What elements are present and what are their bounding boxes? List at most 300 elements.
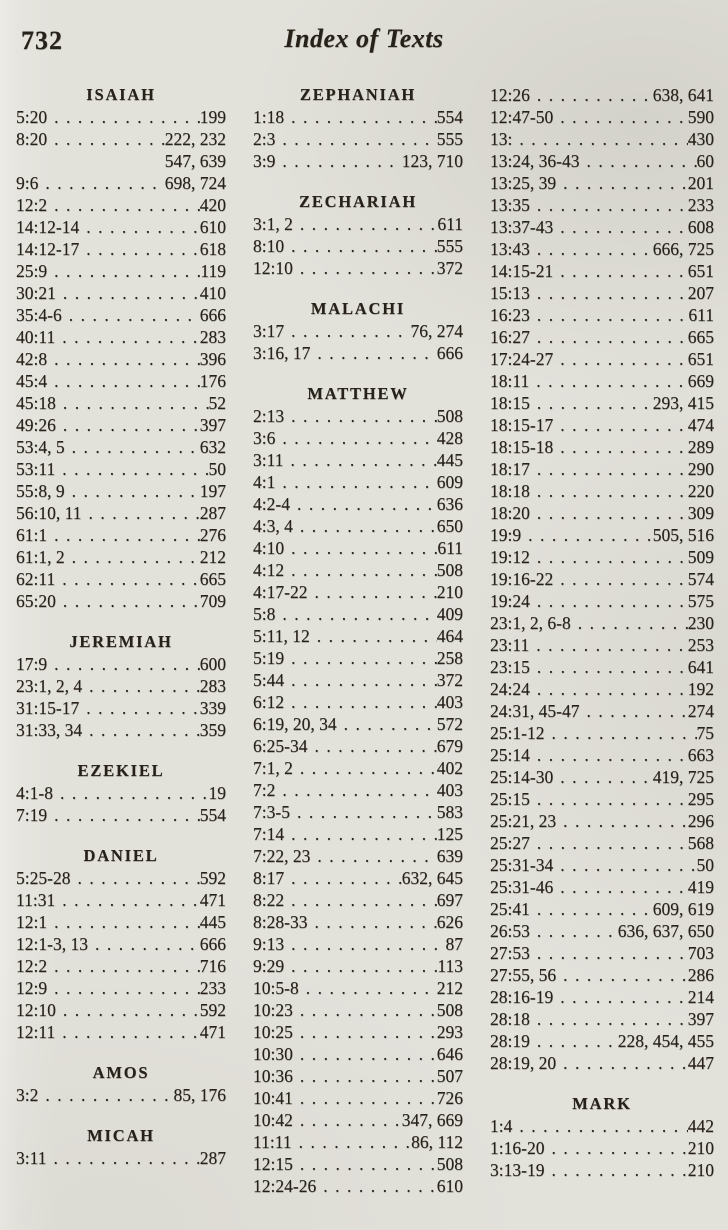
- dot-leader: [512, 1115, 687, 1137]
- dot-leader: [284, 867, 402, 889]
- page-refs: 402: [436, 758, 463, 778]
- dot-leader: [70, 867, 199, 889]
- page-refs: 590: [687, 107, 714, 127]
- verse-ref: 30:21: [16, 283, 56, 303]
- index-entry: [253, 106, 463, 128]
- verse-ref: 9:6: [16, 173, 39, 193]
- index-entry: [490, 854, 714, 876]
- dot-leader: [553, 414, 688, 436]
- page-refs: 626: [436, 912, 463, 932]
- page-refs: 289: [687, 437, 714, 457]
- dot-leader: [47, 955, 200, 977]
- index-entry: [253, 625, 463, 647]
- dot-leader: [293, 1021, 437, 1043]
- dot-leader: [544, 1137, 687, 1159]
- book-heading: MALACHI: [310, 299, 406, 318]
- index-entry: [490, 876, 714, 898]
- page-refs: 679: [436, 736, 463, 756]
- dot-leader: [530, 590, 688, 612]
- verse-ref: 10:23: [253, 1000, 293, 1020]
- page-refs: 669: [687, 371, 714, 391]
- verse-ref: 7:19: [16, 805, 48, 825]
- verse-ref: 3:17: [253, 321, 285, 341]
- dot-leader: [553, 568, 688, 590]
- page-refs: 574: [687, 569, 714, 589]
- page-refs: 555: [436, 236, 463, 256]
- verse-ref: 8:22: [253, 890, 285, 910]
- page-refs: 632, 645: [401, 868, 463, 888]
- page-refs: 471: [199, 1022, 226, 1042]
- dot-leader: [556, 172, 688, 194]
- dot-leader: [275, 150, 401, 172]
- verse-ref: 3:13-19: [490, 1160, 545, 1180]
- index-entry: [16, 804, 226, 826]
- index-entry: [253, 235, 463, 257]
- verse-ref: 3:2: [16, 1085, 39, 1105]
- index-entry: [253, 537, 463, 559]
- page-refs: 639: [436, 846, 463, 866]
- page-refs: 409: [436, 604, 463, 624]
- index-entry: [490, 942, 714, 964]
- index-entry: [490, 1052, 714, 1074]
- verse-ref: 5:8: [253, 604, 276, 624]
- dot-leader: [275, 427, 436, 449]
- page-refs: 372: [436, 670, 463, 690]
- index-entry: [253, 128, 463, 150]
- page-refs: 650: [436, 516, 463, 536]
- page-refs: 651: [687, 349, 714, 369]
- verse-ref: 4:12: [253, 560, 285, 580]
- verse-ref: 25:14-30: [490, 767, 554, 787]
- index-entry: [16, 782, 226, 804]
- verse-ref: 12:2: [16, 195, 48, 215]
- verse-ref: 5:20: [16, 107, 48, 127]
- page-refs: 428: [436, 428, 463, 448]
- dot-leader: [290, 493, 437, 515]
- verse-ref: 7:3-5: [253, 802, 290, 822]
- page-refs: 600: [199, 654, 226, 674]
- index-entry: [16, 675, 226, 697]
- dot-leader: [530, 1008, 688, 1030]
- index-entry: [16, 128, 226, 150]
- dot-leader: [307, 911, 436, 933]
- verse-ref: 10:41: [253, 1088, 293, 1108]
- page-refs: 464: [436, 626, 463, 646]
- dot-leader: [55, 458, 208, 480]
- index-entry: [16, 697, 226, 719]
- index-entry: [253, 911, 463, 933]
- page-refs: 608: [687, 217, 714, 237]
- page-refs: 632: [199, 437, 226, 457]
- index-entry: [16, 889, 226, 911]
- dot-leader: [310, 845, 436, 867]
- page-refs: 403: [436, 780, 463, 800]
- page-refs: 636: [436, 494, 463, 514]
- dot-leader: [553, 260, 688, 282]
- verse-ref: 12:47-50: [490, 107, 554, 127]
- dot-leader: [38, 1084, 173, 1106]
- verse-ref: 5:19: [253, 648, 285, 668]
- dot-leader: [530, 84, 653, 106]
- verse-ref: 42:8: [16, 349, 48, 369]
- index-entry: [490, 590, 714, 612]
- verse-ref: 7:22, 23: [253, 846, 311, 866]
- page-refs: 339: [199, 698, 226, 718]
- index-entry: [253, 845, 463, 867]
- index-entry: [490, 1030, 714, 1052]
- dot-leader: [284, 691, 437, 713]
- verse-ref: 9:29: [253, 956, 285, 976]
- page-refs: 119: [200, 261, 226, 281]
- verse-ref: 7:1, 2: [253, 758, 293, 778]
- page-header: [0, 24, 728, 56]
- verse-ref: 12:15: [253, 1154, 293, 1174]
- verse-ref: 61:1, 2: [16, 547, 65, 567]
- verse-ref: 5:11, 12: [253, 626, 310, 646]
- page-refs: 192: [687, 679, 714, 699]
- dot-leader: [530, 1030, 618, 1052]
- dot-leader: [275, 471, 436, 493]
- index-entry: [490, 128, 714, 150]
- index-entry: [16, 867, 226, 889]
- index-entry: [490, 150, 714, 172]
- verse-ref: 25:9: [16, 261, 48, 281]
- dot-leader: [553, 986, 688, 1008]
- dot-leader: [530, 282, 688, 304]
- page-refs: 665: [199, 569, 226, 589]
- index-entry: [490, 458, 714, 480]
- verse-ref: 12:2: [16, 956, 48, 976]
- index-entry: [490, 502, 714, 524]
- index-entry: [253, 801, 463, 823]
- index-entry: [253, 1087, 463, 1109]
- dot-leader: [553, 216, 688, 238]
- index-entry: [253, 342, 463, 364]
- verse-ref: 8:28-33: [253, 912, 308, 932]
- index-entry: [253, 1153, 463, 1175]
- dot-leader: [284, 647, 437, 669]
- book-heading: ZEPHANIAH: [299, 85, 417, 104]
- index-entry: [253, 1131, 463, 1153]
- dot-leader: [47, 106, 200, 128]
- verse-ref: 13:24, 36-43: [490, 151, 580, 171]
- verse-ref: 12:11: [16, 1022, 56, 1042]
- dot-leader: [293, 1109, 402, 1131]
- index-entry: [16, 502, 226, 524]
- dot-leader: [310, 625, 437, 647]
- dot-leader: [47, 804, 200, 826]
- index-entry: [490, 414, 714, 436]
- page-refs: 663: [687, 745, 714, 765]
- verse-ref: 1:18: [253, 107, 285, 127]
- index-entry: [253, 647, 463, 669]
- page-refs: 666: [199, 934, 226, 954]
- page-refs: 19: [208, 783, 226, 803]
- index-entry: [16, 524, 226, 546]
- page-refs: 113: [437, 956, 463, 976]
- index-entry: [253, 999, 463, 1021]
- dot-leader: [530, 942, 688, 964]
- index-entry: [490, 480, 714, 502]
- dot-leader: [56, 282, 200, 304]
- dot-leader: [293, 1043, 437, 1065]
- index-column-1: [16, 84, 226, 1197]
- page-refs: 641: [687, 657, 714, 677]
- verse-ref: 16:23: [490, 305, 530, 325]
- page-refs: 210: [687, 1138, 714, 1158]
- index-entry: [490, 282, 714, 304]
- page-refs: 419: [687, 877, 714, 897]
- dot-leader: [553, 854, 696, 876]
- page-refs: 554: [436, 107, 463, 127]
- verse-ref: 17:24-27: [490, 349, 554, 369]
- page-refs: 222, 232: [164, 129, 226, 149]
- verse-ref: 3:6: [253, 428, 276, 448]
- verse-ref: 25:41: [490, 899, 530, 919]
- index-entry: [16, 392, 226, 414]
- page-refs: 60: [696, 151, 714, 171]
- verse-ref: 5:44: [253, 670, 285, 690]
- index-entry: [490, 700, 714, 722]
- verse-ref: 53:11: [16, 459, 56, 479]
- dot-leader: [79, 238, 200, 260]
- page-refs: 716: [199, 956, 226, 976]
- dot-leader: [530, 480, 688, 502]
- dot-leader: [284, 405, 437, 427]
- index-entry: [490, 678, 714, 700]
- dot-leader: [284, 823, 437, 845]
- verse-ref: 12:26: [490, 85, 530, 105]
- dot-leader: [79, 697, 200, 719]
- page-refs: 230: [687, 613, 714, 633]
- verse-ref: 25:31-46: [490, 877, 554, 897]
- page-refs: 214: [687, 987, 714, 1007]
- page-refs: 207: [687, 283, 714, 303]
- page-refs: 508: [436, 560, 463, 580]
- index-columns: [16, 84, 714, 1197]
- dot-leader: [275, 128, 436, 150]
- index-entry: [490, 898, 714, 920]
- page-refs: 276: [199, 525, 226, 545]
- page-refs: 293, 415: [652, 393, 714, 413]
- index-entry: [16, 194, 226, 216]
- verse-ref: 4:1: [253, 472, 276, 492]
- index-column-3: [490, 84, 714, 1197]
- verse-ref: 18:18: [490, 481, 530, 501]
- index-entry: [490, 216, 714, 238]
- dot-leader: [337, 713, 437, 735]
- page-refs: 610: [436, 1176, 463, 1196]
- dot-leader: [82, 675, 200, 697]
- dot-leader: [293, 257, 437, 279]
- page-title: Index of Texts: [284, 24, 444, 53]
- dot-leader: [530, 788, 688, 810]
- index-entry: [253, 559, 463, 581]
- page-refs: 210: [687, 1160, 714, 1180]
- page-refs: 611: [688, 305, 714, 325]
- verse-ref: 4:10: [253, 538, 285, 558]
- page-refs: 52: [208, 393, 226, 413]
- page-refs: 397: [687, 1009, 714, 1029]
- dot-leader: [55, 326, 200, 348]
- index-entry: [253, 735, 463, 757]
- index-entry: [16, 348, 226, 370]
- index-entry: [490, 832, 714, 854]
- dot-leader: [530, 458, 688, 480]
- verse-ref: 3:11: [16, 1148, 47, 1168]
- page-refs: 592: [199, 868, 226, 888]
- dot-leader: [556, 810, 688, 832]
- dot-leader: [530, 656, 688, 678]
- page-refs: 430: [687, 129, 714, 149]
- dot-leader: [293, 757, 437, 779]
- index-entry: [16, 326, 226, 348]
- index-entry: [16, 436, 226, 458]
- verse-ref: 53:4, 5: [16, 437, 65, 457]
- page-refs: 611: [437, 214, 463, 234]
- dot-leader: [53, 782, 209, 804]
- index-entry: [16, 106, 226, 128]
- book-section: [16, 845, 226, 1043]
- dot-leader: [530, 832, 688, 854]
- index-entry: [16, 911, 226, 933]
- page-refs: 507: [436, 1066, 463, 1086]
- verse-ref: 9:13: [253, 934, 285, 954]
- index-entry: [490, 964, 714, 986]
- verse-ref: 3:11: [253, 450, 284, 470]
- index-entry: [490, 238, 714, 260]
- verse-ref: 25:27: [490, 833, 530, 853]
- index-entry: [253, 405, 463, 427]
- index-entry: [16, 238, 226, 260]
- index-entry: [490, 392, 714, 414]
- page-refs: 359: [199, 720, 226, 740]
- verse-ref: 1:4: [490, 1116, 513, 1136]
- index-entry: [253, 257, 463, 279]
- page-refs: 638, 641: [652, 85, 714, 105]
- index-entry: [253, 449, 463, 471]
- index-entry: [490, 656, 714, 678]
- book-heading: MARK: [572, 1094, 632, 1113]
- dot-leader: [553, 348, 688, 370]
- dot-leader: [293, 999, 437, 1021]
- verse-ref: 6:19, 20, 34: [253, 714, 337, 734]
- book-section: [253, 84, 463, 172]
- page-refs: 233: [687, 195, 714, 215]
- page-refs: 86, 112: [411, 1132, 463, 1152]
- page-refs: 666: [436, 343, 463, 363]
- dot-leader: [47, 977, 200, 999]
- verse-ref: 28:19: [490, 1031, 530, 1051]
- page-refs: 666: [199, 305, 226, 325]
- dot-leader: [55, 568, 200, 590]
- dot-leader: [293, 515, 437, 537]
- index-entry: [490, 194, 714, 216]
- verse-ref: 24:31, 45-47: [490, 701, 580, 721]
- page-refs: 212: [436, 978, 463, 998]
- page-refs: 636, 637, 650: [617, 921, 714, 941]
- verse-ref: 6:12: [253, 692, 285, 712]
- page-refs: 228, 454, 455: [617, 1031, 714, 1051]
- index-entry: [16, 172, 226, 194]
- page-refs: 442: [687, 1116, 714, 1136]
- index-entry: [253, 320, 463, 342]
- index-entry: [490, 1137, 714, 1159]
- dot-leader: [284, 537, 437, 559]
- index-entry: [490, 546, 714, 568]
- page-refs: 505, 516: [652, 525, 714, 545]
- verse-ref: 26:53: [490, 921, 530, 941]
- index-entry: [490, 348, 714, 370]
- page-refs: 572: [436, 714, 463, 734]
- verse-ref: 5:25-28: [16, 868, 71, 888]
- verse-ref: 18:20: [490, 503, 530, 523]
- dot-leader: [571, 612, 688, 634]
- dot-leader: [47, 260, 200, 282]
- dot-leader: [530, 920, 618, 942]
- verse-ref: 19:12: [490, 547, 530, 567]
- book-heading: ZECHARIAH: [299, 192, 417, 211]
- verse-ref: 10:25: [253, 1022, 293, 1042]
- index-entry: [490, 524, 714, 546]
- page-refs: 618: [199, 239, 226, 259]
- book-section: [16, 760, 226, 826]
- dot-leader: [55, 1021, 200, 1043]
- book-heading: DANIEL: [83, 846, 159, 865]
- verse-ref: 19:9: [490, 525, 522, 545]
- dot-leader: [47, 194, 200, 216]
- dot-leader: [544, 1159, 687, 1181]
- verse-ref: 40:11: [16, 327, 56, 347]
- verse-ref: 3:16, 17: [253, 343, 311, 363]
- dot-leader: [56, 392, 209, 414]
- verse-ref: 14:12-14: [16, 217, 80, 237]
- book-section: [16, 1125, 226, 1169]
- index-entry: [253, 213, 463, 235]
- verse-ref: 28:16-19: [490, 987, 554, 1007]
- verse-ref: 3:1, 2: [253, 214, 293, 234]
- verse-ref: 4:17-22: [253, 582, 308, 602]
- verse-ref: 11:31: [16, 890, 56, 910]
- verse-ref: 31:15-17: [16, 698, 80, 718]
- index-entry: [490, 920, 714, 942]
- index-entry: [490, 1008, 714, 1030]
- dot-leader: [62, 304, 200, 326]
- dot-leader: [529, 370, 688, 392]
- dot-leader: [512, 128, 687, 150]
- verse-ref: 16:27: [490, 327, 530, 347]
- page-refs: 554: [199, 805, 226, 825]
- verse-ref: 18:15: [490, 393, 530, 413]
- index-entry: [490, 304, 714, 326]
- page-refs: 568: [687, 833, 714, 853]
- dot-leader: [293, 1065, 437, 1087]
- verse-ref: 10:30: [253, 1044, 293, 1064]
- page-refs: 396: [199, 349, 226, 369]
- page-refs: 295: [687, 789, 714, 809]
- verse-ref: 23:15: [490, 657, 530, 677]
- verse-ref: 10:5-8: [253, 978, 299, 998]
- book-section: [253, 191, 463, 279]
- page-refs: 372: [436, 258, 463, 278]
- index-entry: [253, 515, 463, 537]
- index-entry: [16, 414, 226, 436]
- index-entry: [16, 1147, 226, 1169]
- verse-ref: 23:1, 2, 6-8: [490, 613, 571, 633]
- dot-leader: [293, 1153, 437, 1175]
- page-refs: 199: [199, 107, 226, 127]
- verse-ref: 18:11: [490, 371, 530, 391]
